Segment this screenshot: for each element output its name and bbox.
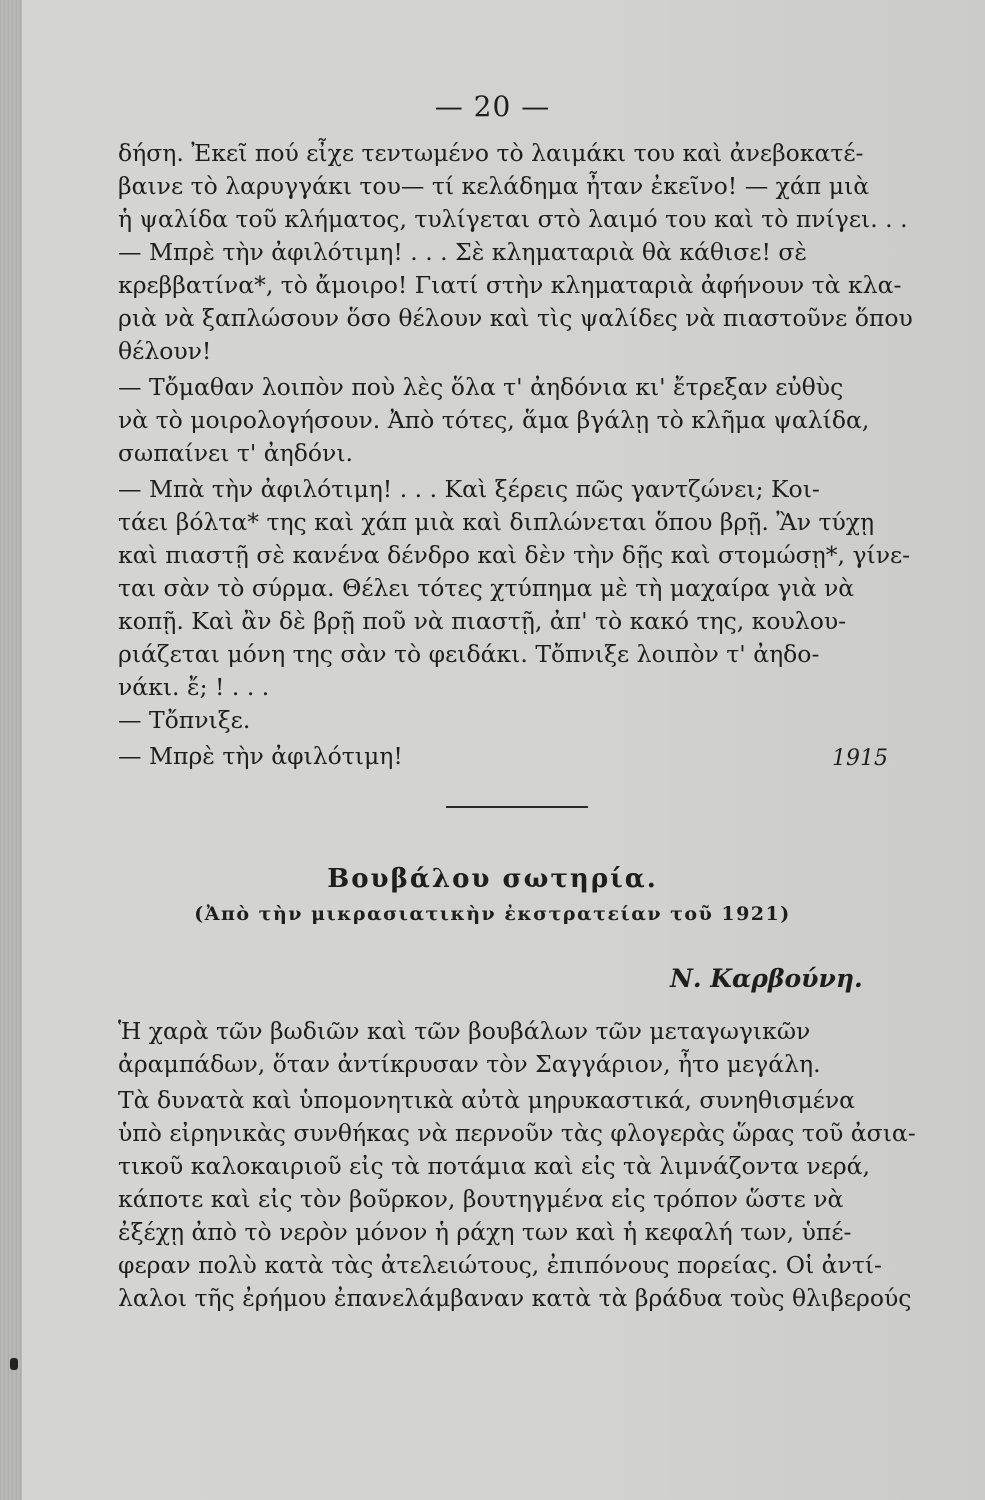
story-title: Βουβάλου σωτηρία. — [327, 864, 658, 894]
text-line: τάει βόλτα* της καὶ χάπ μιὰ καὶ διπλώνεται ὅπου βρῇ. Ἂν τύχῃ — [118, 508, 875, 536]
text-line: τικοῦ καλοκαιριοῦ εἰς τὰ ποτάμια καὶ εἰς τὰ λιμνάζοντα νερά, — [118, 1152, 871, 1180]
text-line: ἐξέχῃ ἀπὸ τὸ νερὸν μόνον ἡ ράχη των καὶ ἡ κεφαλή των, ὑπέ- — [118, 1218, 852, 1246]
text-line: σωπαίνει τ' ἀηδόνι. — [118, 439, 354, 467]
text-line: ἀραμπάδων, ὅταν ἀντίκρυσαν τὸν Σαγγάριον, ἦτο μεγάλη. — [118, 1050, 821, 1078]
text-line: δήση. Ἐκεῖ πού εἶχε τεντωμένο τὸ λαιμάκι του καὶ ἀνεβοκατέ- — [118, 139, 864, 167]
text-line: — Μπὰ τὴν ἀφιλότιμη! . . . Καὶ ξέρεις πῶς γαντζώνει; Κοι- — [118, 475, 820, 503]
page-binding-edge — [0, 0, 22, 1500]
page-number: — 20 — — [434, 90, 551, 123]
text-line: ὑπὸ εἰρηνικὰς συνθήκας νὰ περνοῦν τὰς φλογερὰς ὥρας τοῦ ἀσια- — [118, 1119, 916, 1147]
text-line: φεραν πολὺ κατὰ τὰς ἀτελειώτους, ἐπιπόνους πορείας. Οἱ ἀντί- — [118, 1251, 882, 1279]
text-line: λαλοι τῆς ἐρήμου ἐπανελάμβαναν κατὰ τὰ βράδυα τοὺς θλιβερούς — [118, 1284, 912, 1312]
section-divider — [446, 806, 588, 808]
author-name: Ν. Καρβούνη. — [670, 964, 863, 993]
story-subtitle: (Ἀπὸ τὴν μικρασιατικὴν ἐκστρατείαν τοῦ 1921) — [194, 903, 791, 925]
text-line: κοπῇ. Καὶ ἂν δὲ βρῇ ποῦ νὰ πιαστῇ, ἀπ' τὸ κακό της, κουλου- — [118, 607, 847, 635]
text-line: νὰ τὸ μοιρολογήσουν. Ἀπὸ τότες, ἅμα βγάλῃ τὸ κλῆμα ψαλίδα, — [118, 406, 870, 434]
text-line: βαινε τὸ λαρυγγάκι του— τί κελάδημα ἦταν ἐκεῖνο! — χάπ μιὰ — [118, 172, 870, 200]
text-line: νάκι. ἔ; ! . . . — [118, 673, 270, 701]
text-line: — Τὄπνιξε. — [118, 706, 251, 734]
text-line: — Μπρὲ τὴν ἀφιλότιμη! — [118, 742, 403, 770]
text-line: ριὰ νὰ ξαπλώσουν ὅσο θέλουν καὶ τὶς ψαλίδες νὰ πιαστοῦνε ὅπου — [118, 304, 913, 332]
text-line: καὶ πιαστῇ σὲ κανένα δένδρο καὶ δὲν τὴν δῇς καὶ στομώσῃ*, γίνε- — [118, 541, 911, 569]
text-line: ται σὰν τὸ σύρμα. Θέλει τότες χτύπημα μὲ τὴ μαχαίρα γιὰ νὰ — [118, 574, 855, 602]
text-line: κρεββατίνα*, τὸ ἄμοιρο! Γιατί στὴν κληματαριὰ ἀφήνουν τὰ κλα- — [118, 271, 902, 299]
text-line: — Μπρὲ τὴν ἀφιλότιμη! . . . Σὲ κληματαριὰ θὰ κάθισε! σὲ — [118, 238, 808, 266]
text-line: Ἡ χαρὰ τῶν βωδιῶν καὶ τῶν βουβάλων τῶν μεταγωγικῶν — [118, 1017, 811, 1045]
ink-mark — [10, 1358, 18, 1370]
text-line: ἡ ψαλίδα τοῦ κλήματος, τυλίγεται στὸ λαιμό του καὶ τὸ πνίγει. . . — [118, 205, 908, 233]
text-line: Τὰ δυνατὰ καὶ ὑπομονητικὰ αὐτὰ μηρυκαστικά, συνηθισμένα — [118, 1086, 856, 1114]
text-line: ριάζεται μόνη της σὰν τὸ φειδάκι. Τὄπνιξε λοιπὸν τ' ἀηδο- — [118, 640, 820, 668]
text-line: θέλουν! — [118, 337, 212, 365]
text-line: κάποτε καὶ εἰς τὸν βοῦρκον, βουτηγμένα εἰς τρόπον ὥστε νὰ — [118, 1185, 844, 1213]
date: 1915 — [832, 746, 888, 771]
text-line: — Τὄμαθαν λοιπὸν ποὺ λὲς ὅλα τ' ἀηδόνια κι' ἔτρεξαν εὐθὺς — [118, 373, 844, 401]
